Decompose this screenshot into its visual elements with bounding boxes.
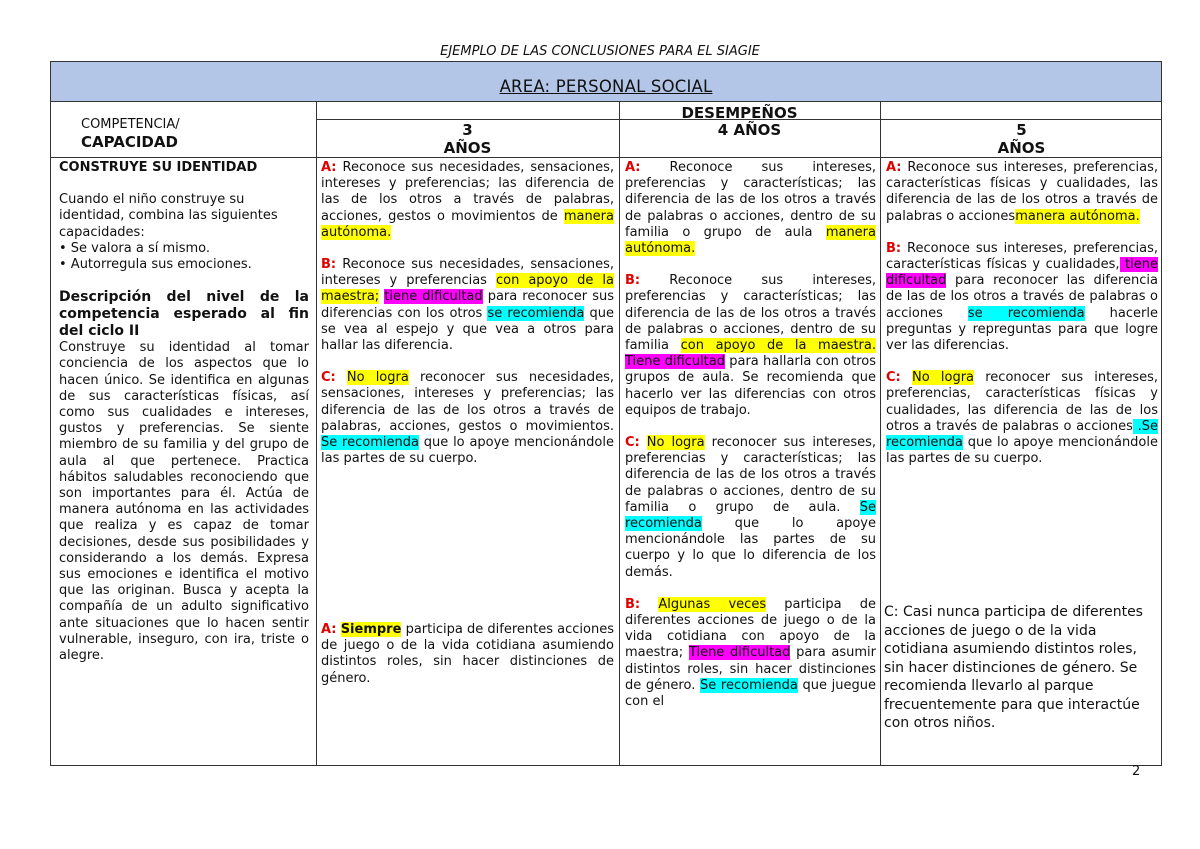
competencia-title: CONSTRUYE SU IDENTIDAD <box>59 160 258 175</box>
competencia-cell <box>59 160 309 664</box>
level-a-text: A: Reconoce sus intereses, preferencias, características físicas y cualidades, las diferencia de las de los otros a través de palabras o accionesmanera autónoma. <box>886 160 1158 224</box>
area-title: AREA: PERSONAL SOCIAL <box>499 77 713 96</box>
col-5-anos-cell-2 <box>884 603 1158 733</box>
column-divider <box>880 102 881 765</box>
level-a-text: A: Reconoce sus necesidades, sensaciones, intereses y preferencias; las diferencia de las de los otros a través de palabras, acciones, gestos o movimientos de manera autónoma. <box>321 160 614 240</box>
level-c-text: C: No logra reconocer sus necesidades, sensaciones, intereses y preferencias; las diferencia de las de los otros a través de palabras, acciones, gestos o movimientos. Se recomienda que lo apoye mencionándole las partes de su cuerpo. <box>321 370 614 467</box>
col-3-number: 3 <box>462 121 473 139</box>
col-3-anos-header <box>316 121 619 157</box>
page-number: 2 <box>1132 764 1141 779</box>
capacidad-header-label: CAPACIDAD <box>81 133 178 151</box>
col-3-anos-cell-2 <box>321 622 614 687</box>
level-b-text: B: Reconoce sus necesidades, sensaciones, intereses y preferencias con apoyo de la maestra; tiene dificultad para reconocer sus diferencias con los otros se recomienda que se vea al espejo y que vea a otros para hallar las diferencia. <box>321 257 614 354</box>
col-5-number: 5 <box>1016 121 1027 139</box>
col-4-anos-cell <box>625 160 876 710</box>
level-a2-text: A: Siempre participa de diferentes acciones de juego o de la vida cotidiana asumiendo distintos roles, sin hacer distinciones de género. <box>321 622 614 686</box>
descripcion-title: Descripción del nivel de la competencia esperado al fin del ciclo II <box>59 289 309 340</box>
level-c-text: C: No logra reconocer sus intereses, preferencias y características; las diferencia de las de los otros a través de palabras o acciones, dentro de su familia o grupo de aula. Se recomienda que lo apoye mencionándole las partes de su cuerpo y lo que lo diferencia de los demás. <box>625 435 876 580</box>
col-3-anos-cell <box>321 160 614 467</box>
descripcion-body: Construye su identidad al tomar conciencia de los aspectos que lo hacen único. Se identifica en algunas de sus características físicas, así como sus cualidades e intereses, gustos y preferencias. Se siente miembro de su familia y del grupo de aula al que pertenece. Practica hábitos saludables reconociendo que son importantes para él. Actúa de manera autónoma en las actividades que realiza y es capaz de tomar decisiones, desde sus posibilidades y considerando a los demás. Expresa sus emociones e identifica el motivo que las originan. Busca y acepta la compañía de un adulto significativo ante situaciones que lo hacen sentir vulnerable, inseguro, con ira, triste o alegre. <box>59 340 309 664</box>
level-c-text: C: No logra reconocer sus intereses, preferencias, características físicas y cualidades, las diferencia de las de los otros a través de palabras o acciones .Se recomienda que lo apoye mencionándole las partes de su cuerpo. <box>886 370 1158 467</box>
column-divider <box>619 102 620 765</box>
conclusions-table <box>50 61 1162 766</box>
level-b-text: B: Reconoce sus intereses, preferencias, características físicas y cualidades, tiene dificultad para reconocer las diferencia de las de los otros a través de palabras o acciones se recomienda hacerle preguntas y repreguntas para que logre ver las diferencias. <box>886 240 1158 354</box>
col-3-label: AÑOS <box>443 139 492 157</box>
column-divider <box>316 102 317 765</box>
capacidad-item: • Se valora a sí mismo. <box>59 240 211 256</box>
level-c2-text: C: Casi nunca participa de diferentes acciones de juego o de la vida cotidiana asumiendo distintos roles, sin hacer distinciones de género. Se recomienda llevarlo al parque frecuentemente para que interactúe con otros niños. <box>884 604 1143 731</box>
competencia-intro: Cuando el niño construye su identidad, combina las siguientes capacidades: <box>59 192 278 240</box>
col-5-anos-header <box>880 121 1163 157</box>
desempenos-header: DESEMPEÑOS <box>681 104 798 122</box>
capacidad-item: • Autorregula sus emociones. <box>59 257 252 273</box>
col-5-label: AÑOS <box>997 139 1046 157</box>
col-5-anos-cell <box>886 160 1158 467</box>
level-b-text: B: Reconoce sus intereses, preferencias y características; las diferencia de las de los otros a través de palabras o acciones, dentro de su familia con apoyo de la maestra. Tiene dificultad para hallarla con otros grupos de aula. Se recomienda que hacerlo ver las diferencias con otros equipos de trabajo. <box>625 273 876 418</box>
competencia-header: COMPETENCIA/ <box>81 117 180 132</box>
col-4-anos-header: 4 AÑOS <box>717 121 782 139</box>
document-title: EJEMPLO DE LAS CONCLUSIONES PARA EL SIAGIE <box>440 44 760 59</box>
row-divider <box>51 157 1161 158</box>
level-a-text: A: Reconoce sus intereses, preferencias y características; las diferencia de las de los otros a través de palabras o acciones, dentro de su familia o grupo de aula manera autónoma. <box>625 160 876 257</box>
area-header <box>51 62 1161 102</box>
level-b2-text: B: Algunas veces participa de diferentes acciones de juego o de la vida cotidiana con apoyo de la maestra; Tiene dificultad para asumir distintos roles, sin hacer distinciones de género. Se recomienda que juegue con el <box>625 596 877 710</box>
